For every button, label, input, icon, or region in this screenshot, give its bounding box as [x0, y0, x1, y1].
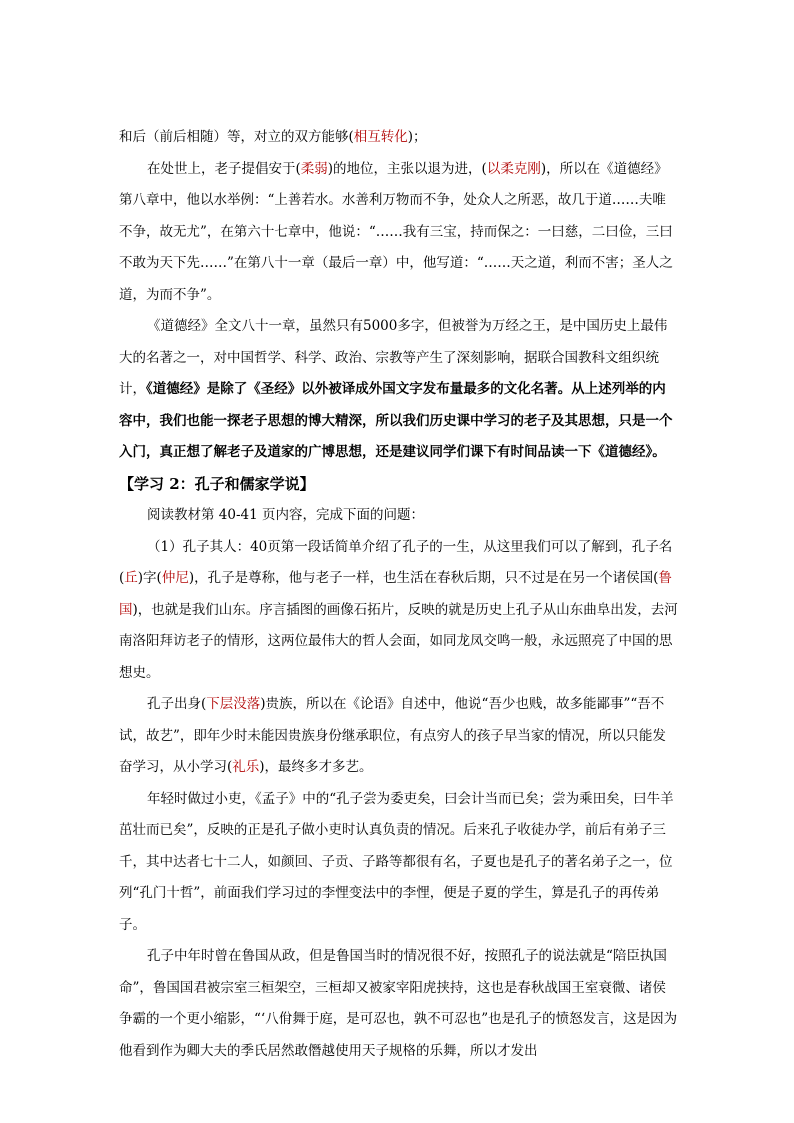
- answer-highlight: 鲁国: [119, 570, 672, 618]
- paragraph: [119, 689, 679, 784]
- text-run: )，也就是我们山东。序言插图的画像石拓片，反映的就是历史上孔子从山东曲阜出发，去河南洛阳拜访老子的情形，这两位最伟大的哲人会面，如同龙凤交鸣一般，永远照亮了中国的思想史。: [119, 601, 678, 681]
- text-run: 年轻时做过小吏，《孟子》中的“孔子尝为委吏矣，曰会计当而已矣；尝为乘田矣，曰牛羊茁壮而已矣”，反映的正是孔子做小吏时认真负责的情况。后来孔子收徒办学，前后有弟子三千，其中达者七十二人，如颜回、子贡、子路等都很有名，子夏也是孔子的著名弟子之一，位列“孔门十哲”，前面我们学习过的李悝变法中的李悝，便是子夏的学生，算是孔子的再传弟子。: [119, 790, 674, 933]
- section-heading: [119, 469, 679, 501]
- text-run: )，最终多才多艺。: [259, 759, 373, 775]
- text-run: 阅读教材第 40-41 页内容，完成下面的问题：: [147, 507, 424, 523]
- text-run: )贵族，所以在《论语》自述中，他说“吾少也贱，故多能鄙事”“吾不试，故艺”，即年少时未能因贵族身份继承职位，有点穷人的孩子早当家的情况，所以只能发奋学习，从小学习(: [119, 696, 666, 775]
- text-run: )字(: [137, 570, 162, 586]
- text-run: （1）孔子其人：40页第一段话简单介绍了孔子的一生，从这里我们可以了解到，孔子名(: [119, 538, 673, 586]
- text-run: )，孔子是尊称，他与老子一样，也生活在春秋后期，只不过是在另一个诸侯国(: [188, 570, 659, 586]
- paragraph: [119, 122, 679, 154]
- text-run: )，所以在《道德经》第八章中，他以水举例：“上善若水。水善利万物而不争，处众人之所恶，故几于道……夫唯不争，故无尤”，在第六十七章中，他说：“……我有三宝，持而保之：一曰慈，二曰俭，三曰不敢为天下先……”在第八十一章（最后一章）中，他写道：“……天之道，利而不害；圣人之道，为而不争”。: [119, 160, 673, 303]
- text-run: 孔子出身(: [147, 696, 207, 712]
- paragraph: [119, 532, 679, 690]
- text-run: 在处世上，老子提倡安于(: [147, 160, 301, 177]
- paragraph: [119, 500, 679, 532]
- paragraph: [119, 311, 679, 469]
- answer-highlight: 以柔克刚: [486, 160, 541, 177]
- answer-highlight: 丘: [124, 570, 138, 586]
- answer-highlight: 礼乐: [232, 759, 260, 775]
- answer-highlight: 柔弱: [300, 160, 328, 177]
- text-run: )；: [407, 129, 427, 145]
- text-run: 【学习 2：孔子和儒家学说】: [119, 474, 315, 493]
- paragraph: [119, 154, 679, 312]
- answer-highlight: 相互转化: [353, 129, 408, 145]
- paragraph: [119, 941, 679, 1067]
- answer-highlight: 仲尼: [161, 570, 189, 586]
- text-run: )的地位，主张以退为进，(: [327, 160, 487, 177]
- text-run: 孔子中年时曾在鲁国从政，但是鲁国当时的情况很不好，按照孔子的说法就是“陪臣执国命”，鲁国国君被宗室三桓架空，三桓却又被家宰阳虎挟持，这也是春秋战国王室衰微、诸侯争霸的一个更小缩影，“‘八佾舞于庭，是可忍也，孰不可忍也”也是孔子的愤怒发言，这是因为他看到作为卿大夫的季氏居然敢僭越使用天子规格的乐舞，所以才发出: [119, 948, 678, 1059]
- document-body: [119, 122, 679, 1067]
- text-run: 和后（前后相随）等，对立的双方能够(: [119, 129, 354, 145]
- text-run: 《道德经》全文八十一章，虽然只有5000多字，但被誉为万经之王，是中国历史上最伟大的名著之一，对中国哲学、科学、政治、宗教等产生了深刻影响，据联合国教科文组织统计，: [119, 318, 668, 397]
- text-run: 《道德经》是除了《圣经》以外被译成外国文字发布量最多的文化名著。从上述列举的内容中，我们也能一探老子思想的博大精深，所以我们历史课中学习的老子及其思想，只是一个入门，真正想了解老子及道家的广博思想，还是建议同学们课下有时间品读一下《道德经》。: [119, 381, 673, 460]
- paragraph: [119, 784, 679, 942]
- answer-highlight: 下层没落: [206, 696, 261, 712]
